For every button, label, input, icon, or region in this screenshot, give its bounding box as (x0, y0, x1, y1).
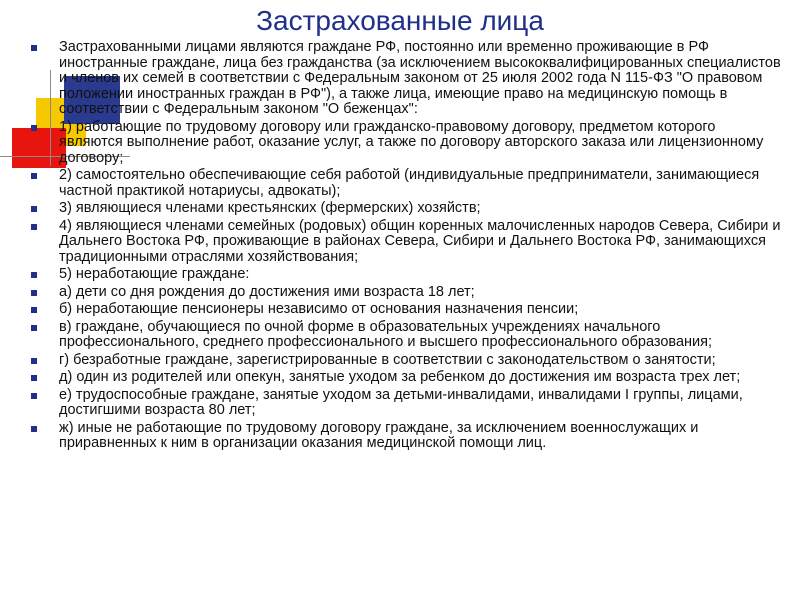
bullet-icon (31, 325, 37, 331)
list-item-b (0, 302, 800, 318)
bullet-icon (31, 125, 37, 131)
list-item-e (0, 388, 800, 419)
list-item-1 (0, 120, 800, 167)
list-item-2 (0, 168, 800, 199)
list-item-text: а) дети со дня рождения до достижения ими возраста 18 лет; (59, 283, 475, 300)
list-item-a (0, 285, 800, 301)
list-item-text: 4) являющиеся членами семейных (родовых) общин коренных малочисленных народов Севера, Сибири и Дальнего Востока РФ, проживающие в районах Севера, Сибири и Дальнего Востока РФ, занимающихся традиционными отраслями хозяйствования; (59, 217, 781, 265)
list-item-text: 1) работающие по трудовому договору или гражданско-правовому договору, предметом которого являются выполнение работ, оказание услуг, а также по договору авторского заказа или лицензионному договору; (59, 118, 764, 166)
list-item-text: 3) являющиеся членами крестьянских (фермерских) хозяйств; (59, 200, 481, 216)
bullet-icon (31, 307, 37, 313)
list-item-3 (0, 201, 800, 217)
bullet-icon (31, 426, 37, 432)
list-item-5 (0, 267, 800, 283)
bullet-icon (31, 45, 37, 51)
list-item-4 (0, 219, 800, 266)
list-item-v (0, 320, 800, 351)
bullet-icon (31, 206, 37, 212)
slide-title: Застрахованные лица (256, 5, 544, 36)
list-item-intro (0, 40, 800, 118)
list-item-text: в) граждане, обучающиеся по очной форме в образовательных учреждениях начального профессионального, среднего профессионального и высшего профессионального образования; (59, 318, 713, 350)
bullet-icon (31, 173, 37, 179)
bullet-icon (31, 272, 37, 278)
list-item-text: б) неработающие пенсионеры независимо от основания назначения пенсии; (59, 301, 579, 317)
bullet-list (0, 40, 800, 454)
bullet-icon (31, 358, 37, 364)
list-item-text: 2) самостоятельно обеспечивающие себя работой (индивидуальные предприниматели, занимающиеся частной практикой нотариусы, адвокаты); (59, 167, 760, 199)
bullet-icon (31, 290, 37, 296)
list-item-text: г) безработные граждане, зарегистрированные в соответствии с законодательством о занятости; (59, 351, 716, 368)
list-item-d (0, 370, 800, 386)
bullet-icon (31, 393, 37, 399)
list-item-text: 5) неработающие граждане: (59, 266, 250, 282)
list-item-zh (0, 421, 800, 452)
list-item-text: е) трудоспособные граждане, занятые уходом за детьми-инвалидами, инвалидами I группы, лицами, достигшими возраста 80 лет; (59, 386, 743, 418)
list-item-text: ж) иные не работающие по трудовому договору граждане, за исключением военнослужащих и приравненных к ним в организации оказания медицинской помощи лиц. (59, 419, 699, 451)
list-item-g (0, 353, 800, 369)
bullet-icon (31, 224, 37, 230)
list-item-text: д) один из родителей или опекун, занятые уходом за ребенком до достижения им возраста трех лет; (59, 369, 741, 385)
list-item-text: Застрахованными лицами являются граждане РФ, постоянно или временно проживающие в РФ иностранные граждане, лица без гражданства (за исключением высококвалифицированных специалистов и членов их семей в соответствии с Федеральным законом от 25 июля 2002 года N 115-ФЗ "О правовом положении иностранных граждан в РФ"), а также лица, имеющие право на медицинскую помощь в соответствии с Федеральным законом "О беженцах": (59, 39, 781, 117)
bullet-icon (31, 375, 37, 381)
